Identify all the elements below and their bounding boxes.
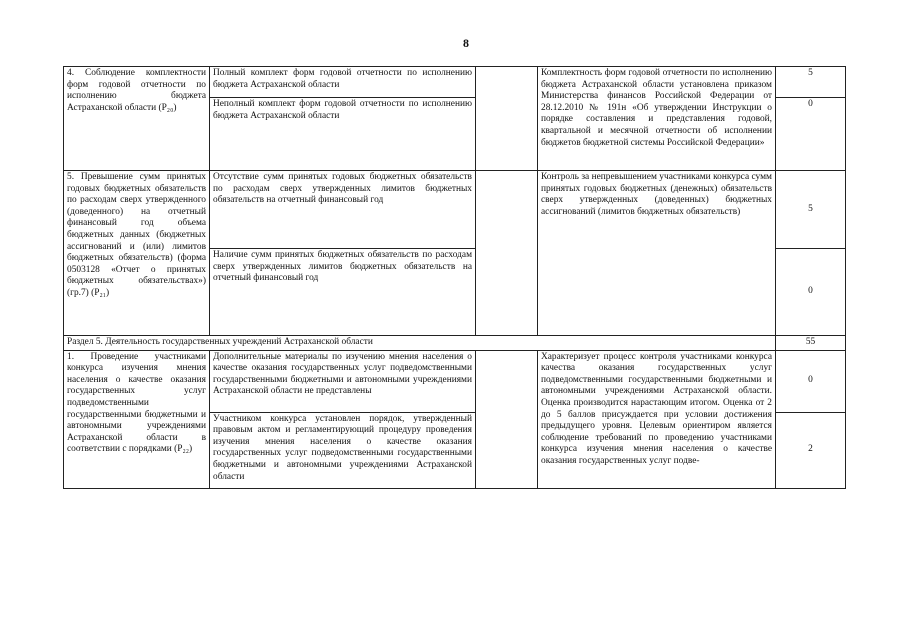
criterion-5-option-1: Отсутствие сумм принятых годовых бюджетных обязательств по расходам сверх утвержденных лимитов бюджетных обязательств на отчетный финансовый год [210, 171, 476, 249]
criterion-4-option-1: Полный комплект форм годовой отчетности по исполнению бюджета Астраханской области [210, 67, 476, 98]
criterion-1-option-2: Участником конкурса установлен порядок, утвержденный правовым актом и регламентирующий процедуру проведения изучения мнения населения о качестве оказания государственных услуг подведомственными государственными бюджетными и автономными учреждениями Астраханской области [210, 412, 476, 488]
criterion-5-option-2: Наличие сумм принятых бюджетных обязательств по расходам сверх утвержденных лимитов бюджетных обязательств на отчетный финансовый год [210, 249, 476, 336]
empty-cell [476, 350, 538, 488]
criterion-1-option-1: Дополнительные материалы по изучению мнения населения о качестве оказания государственных услуг подведомственными государственными бюджетными и автономными учреждениями Астраханской области не представлены [210, 350, 476, 412]
criterion-5-comment: Контроль за непревышением участниками конкурса сумм принятых годовых бюджетных (денежных) обязательств сверх утвержденных (доведенных) бюджетных ассигнований (лимитов бюджетных обязательств) [538, 171, 776, 336]
criterion-4: 4. Соблюдение комплектности форм годовой отчетности по исполнению бюджета Астраханской области (P₂₀) [64, 67, 210, 171]
criterion-1: 1. Проведение участниками конкурса изучения мнения населения о качестве оказания государственных услуг подведомственными государственными бюджетными и автономными учреждениями Астраханской области в соответствии с порядками (P₂₂) [64, 350, 210, 488]
criterion-4-score-2: 0 [776, 98, 846, 171]
criterion-5-score-2: 0 [776, 249, 846, 336]
criterion-1-score-1: 0 [776, 350, 846, 412]
empty-cell [476, 171, 538, 336]
criterion-1-comment: Характеризует процесс контроля участниками конкурса качества оказания государственных услуг подведомственными государственными бюджетными и автономными учреждениями Астраханской области. Оценка производится нарастающим итогом. Оценка от 2 до 5 баллов присуждается при условии достижения предыдущего уровня. Целевым ориентиром является соблюдение требований по проведению участниками конкурса изучения мнения населения о качестве оказания государственных услуг подве- [538, 350, 776, 488]
criterion-5: 5. Превышение сумм принятых годовых бюджетных обязательств по расходам сверх утвержденного (доведенного) на отчетный финансовый год объема бюджетных данных (бюджетных ассигнований и (или) лимитов бюджетных обязательств) (форма 0503128 «Отчет о принятых бюджетных обязательствах») (гр.7) (P₂₁) [64, 171, 210, 336]
criterion-5-score-1: 5 [776, 171, 846, 249]
criterion-4-option-2: Неполный комплект форм годовой отчетности по исполнению бюджета Астраханской области [210, 98, 476, 171]
empty-cell [476, 67, 538, 171]
section-score: 55 [776, 336, 846, 351]
criterion-1-score-2: 2 [776, 412, 846, 488]
criteria-table [63, 66, 846, 489]
criterion-4-comment: Комплектность форм годовой отчетности по исполнению бюджета Астраханской области установлена приказом Министерства финансов Российской Федерации от 28.12.2010 № 191н «Об утверждении Инструкции о порядке составления и представления годовой, квартальной и месячной отчетности об исполнении бюджетов бюджетной системы Российской Федерации» [538, 67, 776, 171]
section-title: Раздел 5. Деятельность государственных учреждений Астраханской области [64, 336, 776, 351]
criterion-4-score-1: 5 [776, 67, 846, 98]
page-number: 8 [463, 36, 469, 50]
